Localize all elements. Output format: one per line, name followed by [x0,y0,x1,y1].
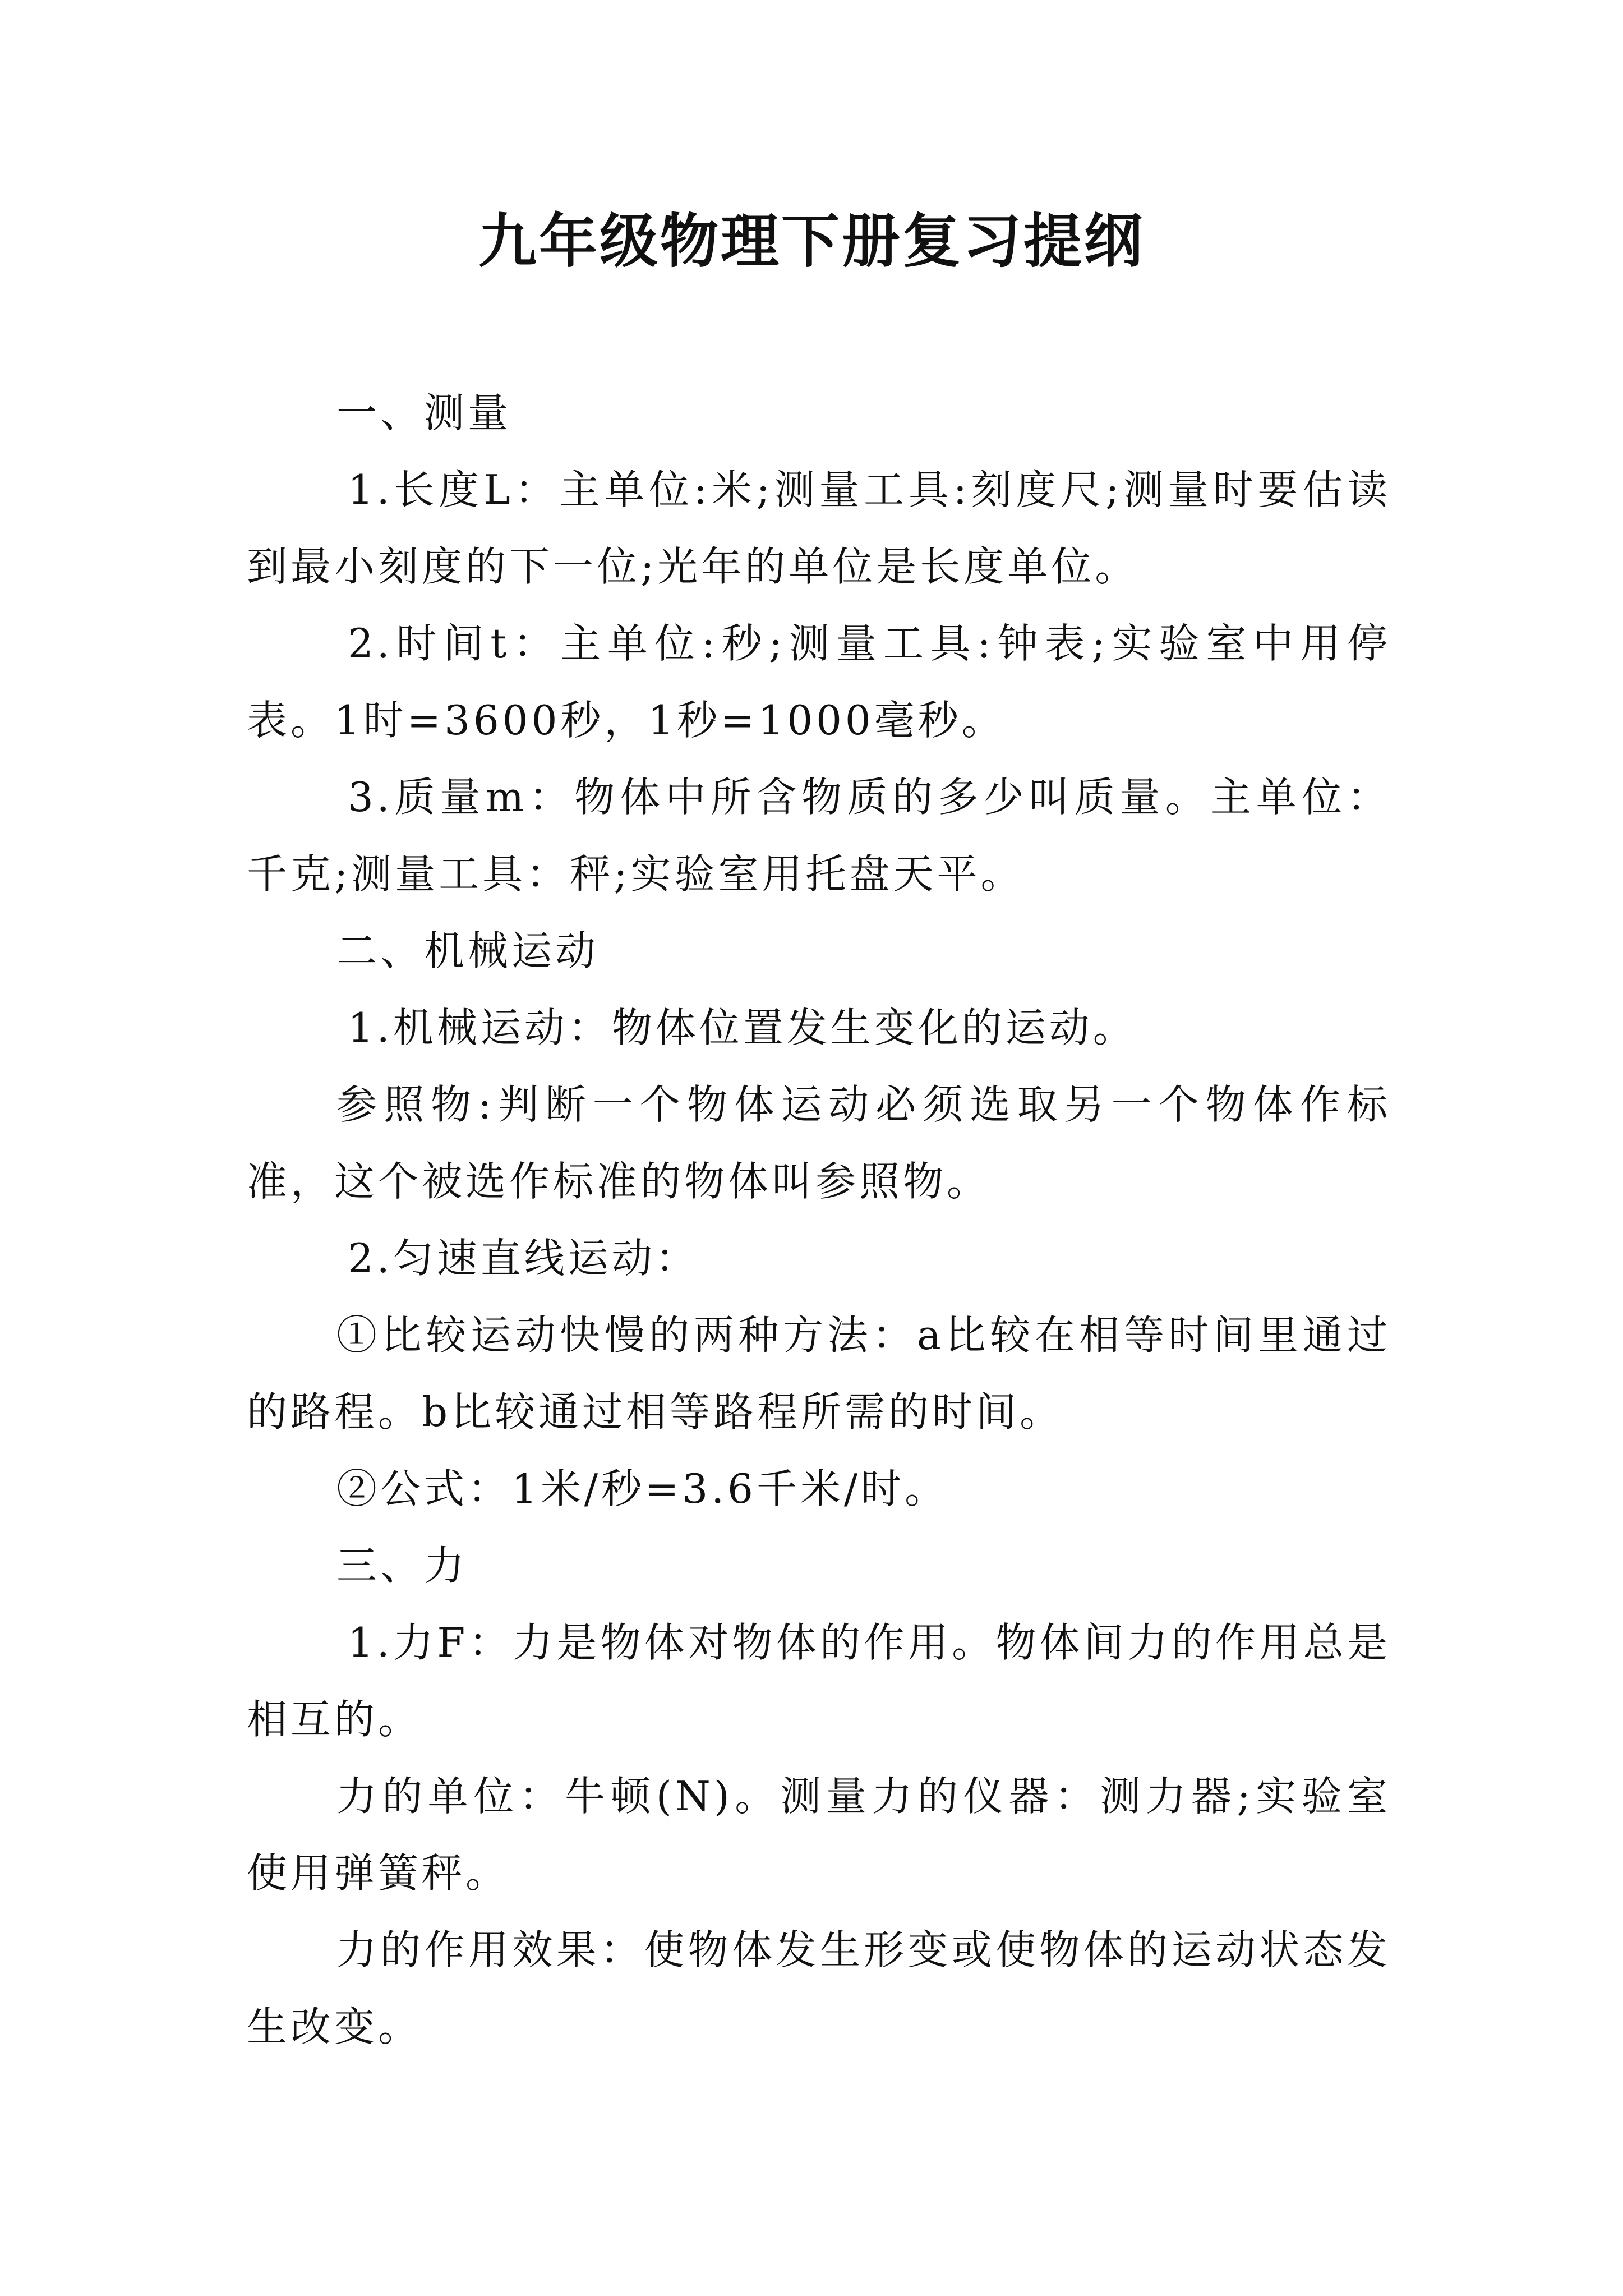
section-heading-force: 三、力 [336,1542,468,1589]
paragraph-time: 2.时间t：主单位:秒;测量工具:钟表;实验室中用停表。1时=3600秒，1秒=1000毫秒。 [247,620,1391,744]
section-heading-mechanical-motion: 二、机械运动 [336,927,600,974]
paragraph-force-unit: 力的单位：牛顿(N)。测量力的仪器：测力器;实验室使用弹簧秤。 [247,1773,1391,1897]
paragraph-formula: ②公式：1米/秒=3.6千米/时。 [336,1465,949,1512]
document-title: 九年级物理下册复习提纲 [478,206,1145,275]
paragraph-reference-object: 参照物:判断一个物体运动必须选取另一个物体作标准，这个被选作标准的物体叫参照物。 [247,1081,1391,1205]
paragraph-uniform-motion: 2.匀速直线运动： [348,1235,699,1282]
paragraph-force-effect: 力的作用效果：使物体发生形变或使物体的运动状态发生改变。 [247,1926,1391,2050]
section-heading-measurement: 一、测量 [336,389,512,436]
paragraph-mass: 3.质量m：物体中所含物质的多少叫质量。主单位：千克;测量工具：秤;实验室用托盘天平。 [247,774,1391,898]
paragraph-length: 1.长度L：主单位:米;测量工具:刻度尺;测量时要估读到最小刻度的下一位;光年的单位是长度单位。 [247,466,1391,590]
paragraph-compare-speed: ①比较运动快慢的两种方法：a比较在相等时间里通过的路程。b比较通过相等路程所需的时间。 [247,1312,1391,1435]
paragraph-force: 1.力F：力是物体对物体的作用。物体间力的作用总是相互的。 [247,1619,1391,1743]
paragraph-mechanical-motion: 1.机械运动：物体位置发生变化的运动。 [348,1004,1137,1051]
document-body [247,375,1391,2065]
